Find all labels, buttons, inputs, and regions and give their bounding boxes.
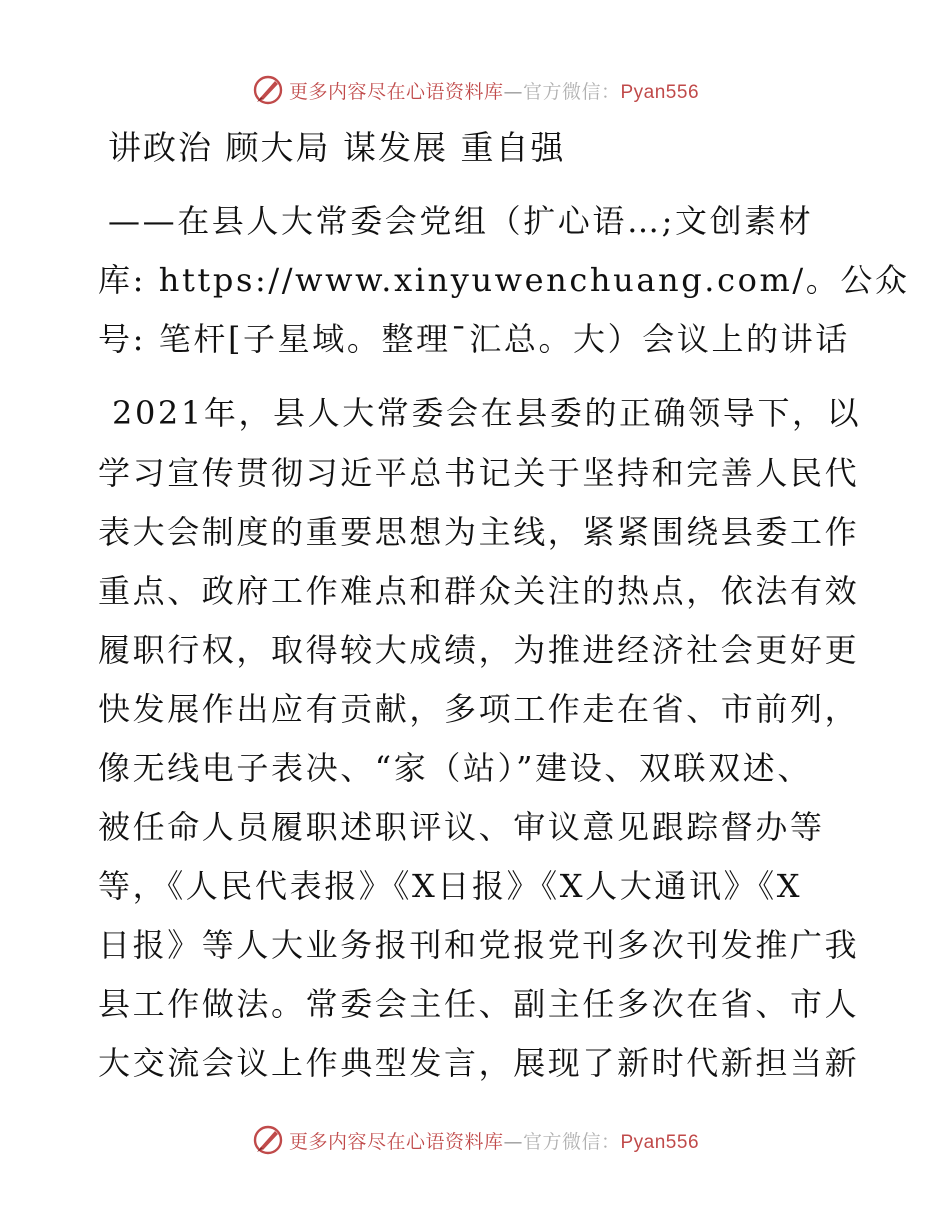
body-line: 等，《人民代表报》《X日报》《X人大通讯》《X <box>98 867 803 905</box>
body-line: 重点、政府工作难点和群众关注的热点，依法有效 <box>98 572 860 610</box>
wechat-label: 官方微信： <box>522 1130 621 1153</box>
banner-separator: — <box>503 80 523 103</box>
quill-pen-logo-icon <box>251 1123 285 1157</box>
banner-text-group <box>289 77 699 104</box>
body-line: 2021年，县人大常委会在县委的正确领导下，以 <box>112 394 862 432</box>
body-line: 像无线电子表决、“家（站）”建设、双联双述、 <box>98 749 812 787</box>
subtitle-line: 号: 笔杆[子星域。整理¯汇总。大）会议上的讲话 <box>98 320 850 358</box>
header-banner <box>0 70 950 110</box>
document-title: 讲政治 顾大局 谋发展 重自强 <box>108 128 566 167</box>
subtitle-line: ——在县人大常委会党组（扩心语…;文创素材 <box>108 202 814 240</box>
body-line: 表大会制度的重要思想为主线，紧紧围绕县委工作 <box>98 513 860 551</box>
body-line: 快发展作出应有贡献，多项工作走在省、市前列， <box>98 690 860 728</box>
body-line: 学习宣传贯彻习近平总书记关于坚持和完善人民代 <box>98 454 860 492</box>
banner-slogan: 更多内容尽在心语资料库 <box>288 80 504 103</box>
banner-slogan: 更多内容尽在心语资料库 <box>288 1130 504 1153</box>
subtitle-line: 库: https://www.xinyuwenchuang.com/。公众 <box>98 261 910 299</box>
body-line: 日报》等人大业务报刊和党报党刊多次刊发推广我 <box>98 926 860 964</box>
body-line: 履职行权，取得较大成绩，为推进经济社会更好更 <box>98 631 860 669</box>
footer-banner <box>0 1120 950 1160</box>
wechat-id: Pyan556 <box>620 81 700 103</box>
body-line: 大交流会议上作典型发言，展现了新时代新担当新 <box>98 1044 860 1082</box>
quill-pen-logo-icon <box>251 73 285 107</box>
wechat-id: Pyan556 <box>620 1131 700 1153</box>
body-line: 被任命人员履职述职评议、审议意见跟踪督办等 <box>98 808 825 846</box>
body-line: 县工作做法。常委会主任、副主任多次在省、市人 <box>98 985 860 1023</box>
wechat-label: 官方微信： <box>522 80 621 103</box>
banner-text-group <box>289 1127 699 1154</box>
banner-separator: — <box>503 1130 523 1153</box>
